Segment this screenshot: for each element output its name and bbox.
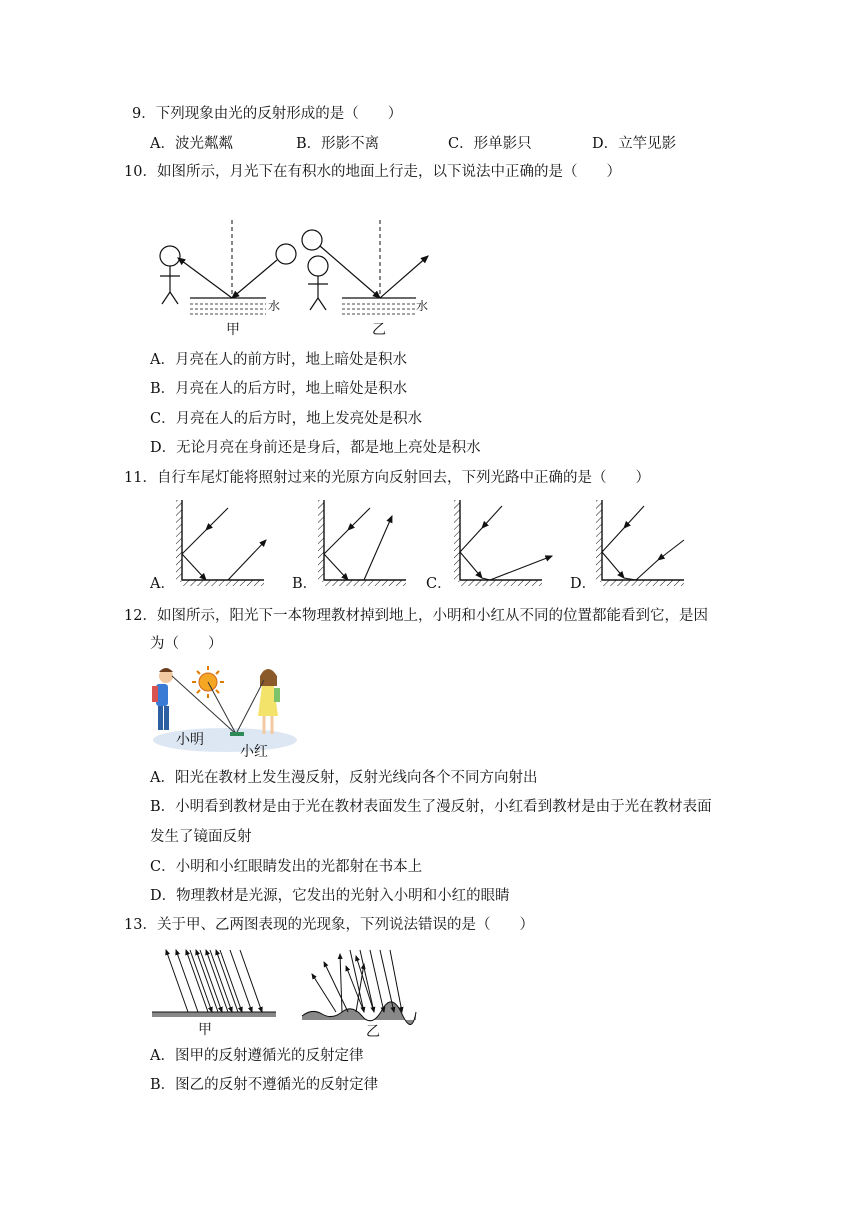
q10-option-b: B．月亮在人的后方时，地上暗处是积水 [150, 381, 408, 397]
q10-caption-right: 乙 [372, 322, 386, 338]
q13-diffuse-reflection [302, 950, 416, 1025]
q12-textbook-illustration [150, 662, 300, 758]
q12-option-b-line2: 发生了镜面反射 [150, 829, 252, 845]
q11-stem: 11．自行车尾灯能将照射过来的光原方向反射回去，下列光路中正确的是（ ） [124, 470, 650, 486]
q12-label-ming: 小明 [176, 732, 204, 748]
q11-option-b-letter: B． [292, 576, 318, 592]
q12-option-b-line1: B．小明看到教材是由于光在教材表面发生了漫反射，小红看到教材是由于光在教材表面 [150, 799, 712, 815]
q13-caption-right: 乙 [366, 1024, 380, 1040]
q11-option-d-letter: D． [570, 576, 597, 592]
q11-diagram-b [318, 500, 406, 586]
girl-figure [258, 669, 280, 734]
q11-option-a-letter: A． [150, 576, 175, 592]
q11-option-c-letter: C． [426, 576, 452, 592]
q13-reflection-diagrams [150, 944, 422, 1040]
q12-label-hong: 小红 [240, 744, 268, 758]
q10-option-d: D．无论月亮在身前还是身后，都是地上亮处是积水 [150, 440, 481, 456]
q11-diagram-c [454, 500, 552, 586]
q13-option-a: A．图甲的反射遵循光的反射定律 [150, 1048, 364, 1064]
q10-moonlight-diagram [150, 218, 440, 344]
q12-stem-line2: 为（ ） [150, 636, 223, 652]
q11-reflector-diagrams [170, 500, 690, 592]
q9-option-c: C．形单影只 [448, 136, 532, 152]
q9-option-a: A．波光粼粼 [150, 136, 233, 152]
q11-diagram-d [596, 500, 684, 586]
q13-option-b: B．图乙的反射不遵循光的反射定律 [150, 1077, 379, 1093]
q12-option-a: A．阳光在教材上发生漫反射，反射光线向各个不同方向射出 [150, 770, 538, 786]
q12-option-d: D．物理教材是光源，它发出的光射入小明和小红的眼睛 [150, 888, 510, 904]
q9-option-d: D．立竿见影 [592, 136, 677, 152]
q10-stem: 10．如图所示，月光下在有积水的地面上行走，以下说法中正确的是（ ） [124, 164, 621, 180]
q10-water-label-right: 水 [416, 299, 429, 313]
q10-option-c: C．月亮在人的后方时，地上发亮处是积水 [150, 411, 423, 427]
q10-right-diagram [302, 220, 428, 314]
q12-option-c: C．小明和小红眼睛发出的光都射在书本上 [150, 859, 423, 875]
q9-option-b: B．形影不离 [296, 136, 380, 152]
q13-stem: 13．关于甲、乙两图表现的光现象，下列说法错误的是（ ） [124, 917, 534, 933]
q10-water-label-left: 水 [268, 299, 281, 313]
q9-stem: 9．下列现象由光的反射形成的是（ ） [132, 106, 403, 122]
q10-option-a: A．月亮在人的前方时，地上暗处是积水 [150, 352, 407, 368]
q13-caption-left: 甲 [198, 1022, 212, 1038]
q12-stem-line1: 12．如图所示，阳光下一本物理教材掉到地上，小明和小红从不同的位置都能看到它，是因 [124, 608, 708, 624]
q13-specular-reflection [152, 950, 276, 1017]
q11-diagram-a [176, 500, 266, 586]
q9-options [150, 134, 770, 154]
q10-caption-left: 甲 [226, 322, 240, 338]
boy-figure [152, 668, 173, 730]
